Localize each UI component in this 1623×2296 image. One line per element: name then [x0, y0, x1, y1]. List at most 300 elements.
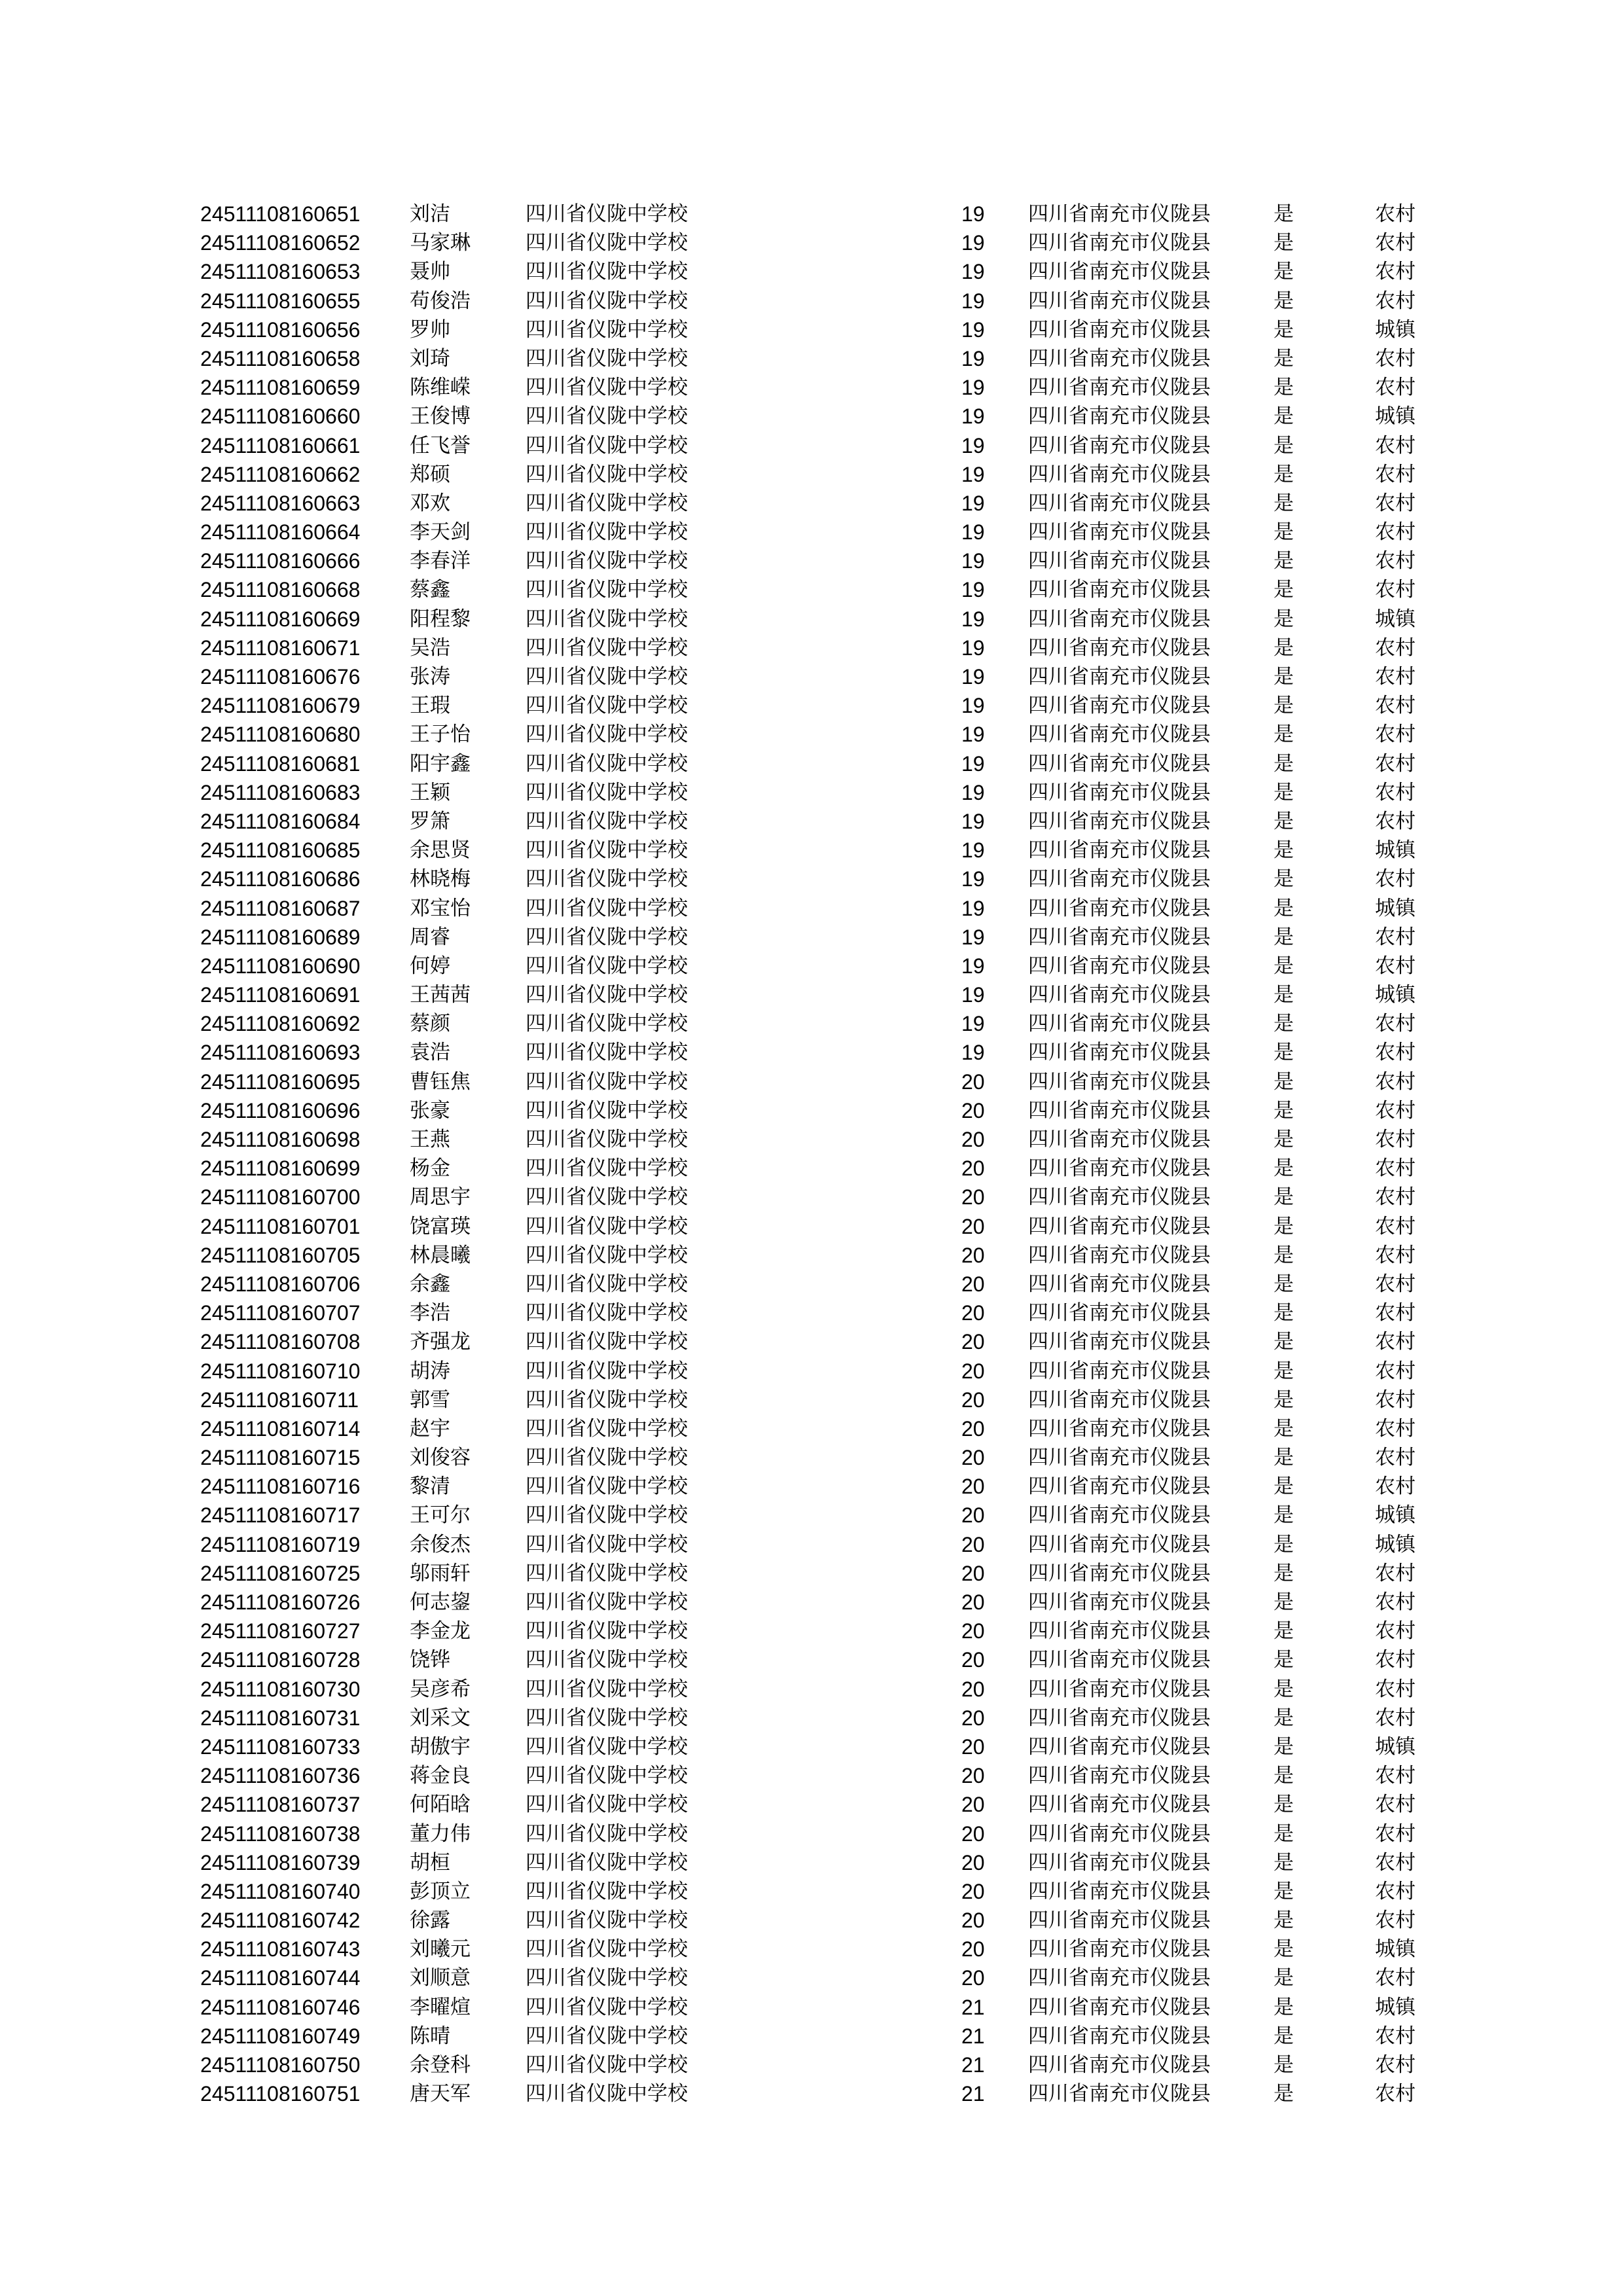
school-cell: 四川省仪陇中学校	[526, 433, 688, 457]
residence-type-cell: 城镇	[1375, 983, 1416, 1007]
flag-cell: 是	[1274, 1416, 1294, 1441]
table-row	[200, 894, 1431, 923]
age-cell: 20	[961, 1069, 985, 1094]
student-name-cell: 何婷	[410, 954, 450, 978]
table-row	[200, 518, 1431, 547]
age-cell: 20	[961, 1503, 985, 1528]
residence-type-cell: 农村	[1375, 1648, 1416, 1672]
age-cell: 20	[961, 1706, 985, 1730]
student-id-cell: 24511108160714	[200, 1416, 361, 1441]
table-row	[200, 634, 1431, 662]
age-cell: 19	[961, 346, 985, 370]
flag-cell: 是	[1274, 289, 1294, 313]
student-name-cell: 刘采文	[410, 1706, 471, 1730]
student-name-cell: 刘洁	[410, 202, 450, 226]
residence-type-cell: 城镇	[1375, 1532, 1416, 1556]
age-cell: 20	[961, 1937, 985, 1962]
table-row	[200, 1877, 1431, 1906]
school-cell: 四川省仪陇中学校	[526, 1388, 688, 1412]
age-cell: 20	[961, 1561, 985, 1585]
table-row	[200, 980, 1431, 1009]
school-cell: 四川省仪陇中学校	[526, 1098, 688, 1122]
age-cell: 20	[961, 1879, 985, 1903]
table-row	[200, 605, 1431, 634]
student-name-cell: 阳宇鑫	[410, 751, 471, 776]
residence-type-cell: 农村	[1375, 346, 1416, 370]
region-cell: 四川省南充市仪陇县	[1028, 896, 1211, 920]
student-id-cell: 24511108160684	[200, 809, 361, 833]
age-cell: 19	[961, 404, 985, 429]
table-row	[200, 952, 1431, 980]
student-id-cell: 24511108160664	[200, 520, 361, 545]
student-id-cell: 24511108160658	[200, 346, 361, 370]
student-id-cell: 24511108160740	[200, 1879, 361, 1903]
region-cell: 四川省南充市仪陇县	[1028, 1879, 1211, 1903]
student-name-cell: 吴彦希	[410, 1677, 471, 1701]
residence-type-cell: 农村	[1375, 1330, 1416, 1354]
region-cell: 四川省南充市仪陇县	[1028, 491, 1211, 515]
region-cell: 四川省南充市仪陇县	[1028, 231, 1211, 255]
flag-cell: 是	[1274, 1272, 1294, 1296]
region-cell: 四川省南充市仪陇县	[1028, 1416, 1211, 1441]
age-cell: 20	[961, 1532, 985, 1556]
school-cell: 四川省仪陇中学校	[526, 607, 688, 631]
student-id-cell: 24511108160656	[200, 317, 361, 342]
age-cell: 20	[961, 1966, 985, 1990]
student-name-cell: 黎清	[410, 1475, 450, 1499]
table-row	[200, 1935, 1431, 1964]
flag-cell: 是	[1274, 1157, 1294, 1181]
flag-cell: 是	[1274, 1821, 1294, 1846]
residence-type-cell: 农村	[1375, 1706, 1416, 1730]
age-cell: 21	[961, 2082, 985, 2106]
region-cell: 四川省南充市仪陇县	[1028, 1243, 1211, 1267]
age-cell: 19	[961, 520, 985, 545]
school-cell: 四川省仪陇中学校	[526, 2024, 688, 2048]
table-row	[200, 1125, 1431, 1154]
region-cell: 四川省南充市仪陇县	[1028, 1706, 1211, 1730]
region-cell: 四川省南充市仪陇县	[1028, 202, 1211, 226]
student-id-cell: 24511108160726	[200, 1590, 361, 1614]
student-id-cell: 24511108160662	[200, 462, 361, 486]
student-name-cell: 唐天军	[410, 2082, 471, 2106]
age-cell: 21	[961, 2053, 985, 2077]
age-cell: 20	[961, 1475, 985, 1499]
student-name-cell: 杨金	[410, 1157, 450, 1181]
student-name-cell: 王俊博	[410, 404, 471, 429]
table-row	[200, 1501, 1431, 1530]
region-cell: 四川省南充市仪陇县	[1028, 1966, 1211, 1990]
age-cell: 19	[961, 1012, 985, 1036]
region-cell: 四川省南充市仪陇县	[1028, 723, 1211, 747]
residence-type-cell: 农村	[1375, 2053, 1416, 2077]
student-name-cell: 聂帅	[410, 260, 450, 284]
age-cell: 20	[961, 1734, 985, 1759]
student-name-cell: 胡桓	[410, 1850, 450, 1874]
student-name-cell: 蔡鑫	[410, 578, 450, 602]
flag-cell: 是	[1274, 462, 1294, 486]
student-name-cell: 余俊杰	[410, 1532, 471, 1556]
table-row	[200, 1675, 1431, 1704]
region-cell: 四川省南充市仪陇县	[1028, 1793, 1211, 1817]
student-id-cell: 24511108160687	[200, 896, 361, 920]
student-id-cell: 24511108160744	[200, 1966, 361, 1990]
student-id-cell: 24511108160711	[200, 1388, 359, 1412]
residence-type-cell: 农村	[1375, 1561, 1416, 1585]
table-row	[200, 1154, 1431, 1183]
flag-cell: 是	[1274, 433, 1294, 457]
school-cell: 四川省仪陇中学校	[526, 1850, 688, 1874]
table-row	[200, 807, 1431, 836]
school-cell: 四川省仪陇中学校	[526, 317, 688, 342]
region-cell: 四川省南充市仪陇县	[1028, 549, 1211, 573]
region-cell: 四川省南充市仪陇县	[1028, 636, 1211, 660]
region-cell: 四川省南充市仪陇县	[1028, 607, 1211, 631]
table-row	[200, 691, 1431, 720]
residence-type-cell: 农村	[1375, 376, 1416, 400]
flag-cell: 是	[1274, 317, 1294, 342]
student-id-cell: 24511108160715	[200, 1446, 361, 1470]
school-cell: 四川省仪陇中学校	[526, 780, 688, 804]
flag-cell: 是	[1274, 1532, 1294, 1556]
residence-type-cell: 农村	[1375, 809, 1416, 833]
residence-type-cell: 农村	[1375, 925, 1416, 949]
table-row	[200, 720, 1431, 749]
age-cell: 19	[961, 289, 985, 313]
student-name-cell: 赵宇	[410, 1416, 450, 1441]
student-id-cell: 24511108160651	[200, 202, 361, 226]
age-cell: 20	[961, 1359, 985, 1383]
table-row	[200, 1790, 1431, 1819]
residence-type-cell: 农村	[1375, 1850, 1416, 1874]
student-id-cell: 24511108160700	[200, 1185, 361, 1210]
residence-type-cell: 城镇	[1375, 317, 1416, 342]
flag-cell: 是	[1274, 1909, 1294, 1933]
student-name-cell: 袁浩	[410, 1041, 450, 1065]
residence-type-cell: 农村	[1375, 1359, 1416, 1383]
student-name-cell: 刘曦元	[410, 1937, 471, 1962]
region-cell: 四川省南充市仪陇县	[1028, 260, 1211, 284]
student-id-cell: 24511108160696	[200, 1098, 361, 1122]
school-cell: 四川省仪陇中学校	[526, 1590, 688, 1614]
school-cell: 四川省仪陇中学校	[526, 404, 688, 429]
student-name-cell: 刘俊容	[410, 1446, 471, 1470]
region-cell: 四川省南充市仪陇县	[1028, 1446, 1211, 1470]
school-cell: 四川省仪陇中学校	[526, 1359, 688, 1383]
age-cell: 20	[961, 1850, 985, 1874]
flag-cell: 是	[1274, 578, 1294, 602]
school-cell: 四川省仪陇中学校	[526, 694, 688, 718]
student-id-cell: 24511108160719	[200, 1532, 361, 1556]
age-cell: 20	[961, 1446, 985, 1470]
flag-cell: 是	[1274, 2024, 1294, 2048]
region-cell: 四川省南充市仪陇县	[1028, 809, 1211, 833]
school-cell: 四川省仪陇中学校	[526, 1821, 688, 1846]
flag-cell: 是	[1274, 1677, 1294, 1701]
residence-type-cell: 农村	[1375, 1301, 1416, 1325]
student-name-cell: 彭顶立	[410, 1879, 471, 1903]
region-cell: 四川省南充市仪陇县	[1028, 1359, 1211, 1383]
residence-type-cell: 农村	[1375, 2024, 1416, 2048]
region-cell: 四川省南充市仪陇县	[1028, 925, 1211, 949]
student-id-cell: 24511108160676	[200, 665, 361, 689]
student-name-cell: 刘琦	[410, 346, 450, 370]
region-cell: 四川省南充市仪陇县	[1028, 520, 1211, 545]
student-id-cell: 24511108160706	[200, 1272, 361, 1296]
age-cell: 21	[961, 1995, 985, 2019]
residence-type-cell: 城镇	[1375, 838, 1416, 863]
residence-type-cell: 农村	[1375, 1909, 1416, 1933]
student-name-cell: 王瑕	[410, 694, 450, 718]
student-id-cell: 24511108160751	[200, 2082, 361, 2106]
residence-type-cell: 农村	[1375, 549, 1416, 573]
student-name-cell: 阳程黎	[410, 607, 471, 631]
student-id-cell: 24511108160716	[200, 1475, 361, 1499]
age-cell: 19	[961, 665, 985, 689]
student-name-cell: 王燕	[410, 1128, 450, 1151]
residence-type-cell: 农村	[1375, 1446, 1416, 1470]
region-cell: 四川省南充市仪陇县	[1028, 1128, 1211, 1151]
flag-cell: 是	[1274, 1850, 1294, 1874]
flag-cell: 是	[1274, 346, 1294, 370]
student-name-cell: 饶富瑛	[410, 1214, 471, 1238]
table-row	[200, 1906, 1431, 1935]
table-row	[200, 315, 1431, 344]
table-row	[200, 1212, 1431, 1241]
school-cell: 四川省仪陇中学校	[526, 1734, 688, 1759]
flag-cell: 是	[1274, 1388, 1294, 1412]
table-row	[200, 1559, 1431, 1588]
student-id-cell: 24511108160655	[200, 289, 361, 313]
region-cell: 四川省南充市仪陇县	[1028, 1734, 1211, 1759]
residence-type-cell: 农村	[1375, 1243, 1416, 1267]
age-cell: 20	[961, 1388, 985, 1412]
age-cell: 19	[961, 491, 985, 515]
residence-type-cell: 农村	[1375, 1677, 1416, 1701]
flag-cell: 是	[1274, 665, 1294, 689]
region-cell: 四川省南充市仪陇县	[1028, 317, 1211, 342]
age-cell: 19	[961, 694, 985, 718]
table-row	[200, 431, 1431, 460]
region-cell: 四川省南充市仪陇县	[1028, 1214, 1211, 1238]
age-cell: 19	[961, 433, 985, 457]
student-name-cell: 何志鋆	[410, 1590, 471, 1614]
table-row	[200, 865, 1431, 893]
school-cell: 四川省仪陇中学校	[526, 665, 688, 689]
age-cell: 19	[961, 260, 985, 284]
residence-type-cell: 农村	[1375, 1012, 1416, 1036]
student-name-cell: 任飞誉	[410, 433, 471, 457]
residence-type-cell: 农村	[1375, 636, 1416, 660]
student-id-cell: 24511108160708	[200, 1330, 361, 1354]
region-cell: 四川省南充市仪陇县	[1028, 2053, 1211, 2077]
student-id-cell: 24511108160661	[200, 433, 361, 457]
table-row	[200, 1327, 1431, 1356]
residence-type-cell: 农村	[1375, 867, 1416, 891]
residence-type-cell: 农村	[1375, 520, 1416, 545]
school-cell: 四川省仪陇中学校	[526, 1793, 688, 1817]
age-cell: 19	[961, 896, 985, 920]
student-name-cell: 余思贤	[410, 838, 471, 863]
region-cell: 四川省南充市仪陇县	[1028, 1475, 1211, 1499]
region-cell: 四川省南充市仪陇县	[1028, 1561, 1211, 1585]
residence-type-cell: 农村	[1375, 1388, 1416, 1412]
residence-type-cell: 城镇	[1375, 404, 1416, 429]
table-row	[200, 1732, 1431, 1761]
school-cell: 四川省仪陇中学校	[526, 983, 688, 1007]
school-cell: 四川省仪陇中学校	[526, 1128, 688, 1151]
region-cell: 四川省南充市仪陇县	[1028, 954, 1211, 978]
flag-cell: 是	[1274, 376, 1294, 400]
table-row	[200, 2079, 1431, 2108]
table-row	[200, 1617, 1431, 1645]
table-row	[200, 547, 1431, 575]
student-id-cell: 24511108160695	[200, 1069, 361, 1094]
student-name-cell: 李曜煊	[410, 1995, 471, 2019]
flag-cell: 是	[1274, 867, 1294, 891]
student-id-cell: 24511108160683	[200, 780, 361, 804]
age-cell: 19	[961, 578, 985, 602]
flag-cell: 是	[1274, 1446, 1294, 1470]
age-cell: 19	[961, 925, 985, 949]
residence-type-cell: 农村	[1375, 2082, 1416, 2106]
table-row	[200, 1414, 1431, 1443]
school-cell: 四川省仪陇中学校	[526, 1503, 688, 1528]
region-cell: 四川省南充市仪陇县	[1028, 1764, 1211, 1788]
table-row	[200, 1299, 1431, 1327]
student-id-cell: 24511108160671	[200, 636, 361, 660]
table-row	[200, 1386, 1431, 1414]
region-cell: 四川省南充市仪陇县	[1028, 1648, 1211, 1672]
region-cell: 四川省南充市仪陇县	[1028, 376, 1211, 400]
student-id-cell: 24511108160746	[200, 1995, 361, 2019]
flag-cell: 是	[1274, 925, 1294, 949]
flag-cell: 是	[1274, 694, 1294, 718]
student-name-cell: 林晓梅	[410, 867, 471, 891]
student-id-cell: 24511108160738	[200, 1821, 361, 1846]
student-name-cell: 李天剑	[410, 520, 471, 545]
residence-type-cell: 农村	[1375, 1214, 1416, 1238]
school-cell: 四川省仪陇中学校	[526, 1157, 688, 1181]
flag-cell: 是	[1274, 780, 1294, 804]
table-row	[200, 1704, 1431, 1732]
student-id-cell: 24511108160701	[200, 1214, 361, 1238]
student-id-cell: 24511108160727	[200, 1619, 361, 1643]
age-cell: 19	[961, 202, 985, 226]
school-cell: 四川省仪陇中学校	[526, 1446, 688, 1470]
table-row	[200, 1443, 1431, 1472]
age-cell: 20	[961, 1098, 985, 1122]
age-cell: 19	[961, 954, 985, 978]
school-cell: 四川省仪陇中学校	[526, 1648, 688, 1672]
region-cell: 四川省南充市仪陇县	[1028, 780, 1211, 804]
student-name-cell: 林晨曦	[410, 1243, 471, 1267]
student-name-cell: 郭雪	[410, 1388, 450, 1412]
flag-cell: 是	[1274, 1879, 1294, 1903]
residence-type-cell: 农村	[1375, 1069, 1416, 1094]
residence-type-cell: 农村	[1375, 1879, 1416, 1903]
age-cell: 20	[961, 1821, 985, 1846]
student-id-cell: 24511108160659	[200, 376, 361, 400]
age-cell: 19	[961, 231, 985, 255]
table-row	[200, 1357, 1431, 1386]
age-cell: 19	[961, 607, 985, 631]
flag-cell: 是	[1274, 1069, 1294, 1094]
flag-cell: 是	[1274, 1214, 1294, 1238]
residence-type-cell: 农村	[1375, 1416, 1416, 1441]
school-cell: 四川省仪陇中学校	[526, 578, 688, 602]
flag-cell: 是	[1274, 1330, 1294, 1354]
school-cell: 四川省仪陇中学校	[526, 1764, 688, 1788]
school-cell: 四川省仪陇中学校	[526, 289, 688, 313]
student-name-cell: 张涛	[410, 665, 450, 689]
residence-type-cell: 农村	[1375, 1041, 1416, 1065]
region-cell: 四川省南充市仪陇县	[1028, 1909, 1211, 1933]
school-cell: 四川省仪陇中学校	[526, 1012, 688, 1036]
residence-type-cell: 农村	[1375, 462, 1416, 486]
student-name-cell: 董力伟	[410, 1821, 471, 1846]
student-name-cell: 王颖	[410, 780, 450, 804]
residence-type-cell: 农村	[1375, 1793, 1416, 1817]
student-id-cell: 24511108160680	[200, 723, 361, 747]
student-name-cell: 徐露	[410, 1909, 450, 1933]
flag-cell: 是	[1274, 1185, 1294, 1210]
flag-cell: 是	[1274, 202, 1294, 226]
flag-cell: 是	[1274, 1590, 1294, 1614]
table-row	[200, 1009, 1431, 1038]
student-id-cell: 24511108160690	[200, 954, 361, 978]
student-name-cell: 邓欢	[410, 491, 450, 515]
region-cell: 四川省南充市仪陇县	[1028, 1619, 1211, 1643]
student-id-cell: 24511108160699	[200, 1157, 361, 1181]
residence-type-cell: 农村	[1375, 433, 1416, 457]
student-id-cell: 24511108160660	[200, 404, 361, 429]
flag-cell: 是	[1274, 983, 1294, 1007]
table-row	[200, 2022, 1431, 2051]
flag-cell: 是	[1274, 1503, 1294, 1528]
school-cell: 四川省仪陇中学校	[526, 1966, 688, 1990]
school-cell: 四川省仪陇中学校	[526, 1243, 688, 1267]
school-cell: 四川省仪陇中学校	[526, 462, 688, 486]
residence-type-cell: 农村	[1375, 1128, 1416, 1151]
residence-type-cell: 城镇	[1375, 607, 1416, 631]
age-cell: 19	[961, 867, 985, 891]
table-row	[200, 1096, 1431, 1125]
school-cell: 四川省仪陇中学校	[526, 2082, 688, 2106]
region-cell: 四川省南充市仪陇县	[1028, 1185, 1211, 1210]
age-cell: 20	[961, 1677, 985, 1701]
student-name-cell: 李金龙	[410, 1619, 471, 1643]
residence-type-cell: 城镇	[1375, 1937, 1416, 1962]
flag-cell: 是	[1274, 723, 1294, 747]
student-name-cell: 罗箫	[410, 809, 450, 833]
student-id-cell: 24511108160689	[200, 925, 361, 949]
student-id-cell: 24511108160691	[200, 983, 361, 1007]
school-cell: 四川省仪陇中学校	[526, 376, 688, 400]
student-name-cell: 邓宝怡	[410, 896, 471, 920]
school-cell: 四川省仪陇中学校	[526, 1475, 688, 1499]
region-cell: 四川省南充市仪陇县	[1028, 1850, 1211, 1874]
table-row	[200, 1038, 1431, 1067]
student-name-cell: 苟俊浩	[410, 289, 471, 313]
flag-cell: 是	[1274, 1098, 1294, 1122]
school-cell: 四川省仪陇中学校	[526, 1214, 688, 1238]
age-cell: 19	[961, 723, 985, 747]
residence-type-cell: 农村	[1375, 260, 1416, 284]
student-id-cell: 24511108160653	[200, 260, 361, 284]
student-id-cell: 24511108160685	[200, 838, 361, 863]
age-cell: 19	[961, 376, 985, 400]
